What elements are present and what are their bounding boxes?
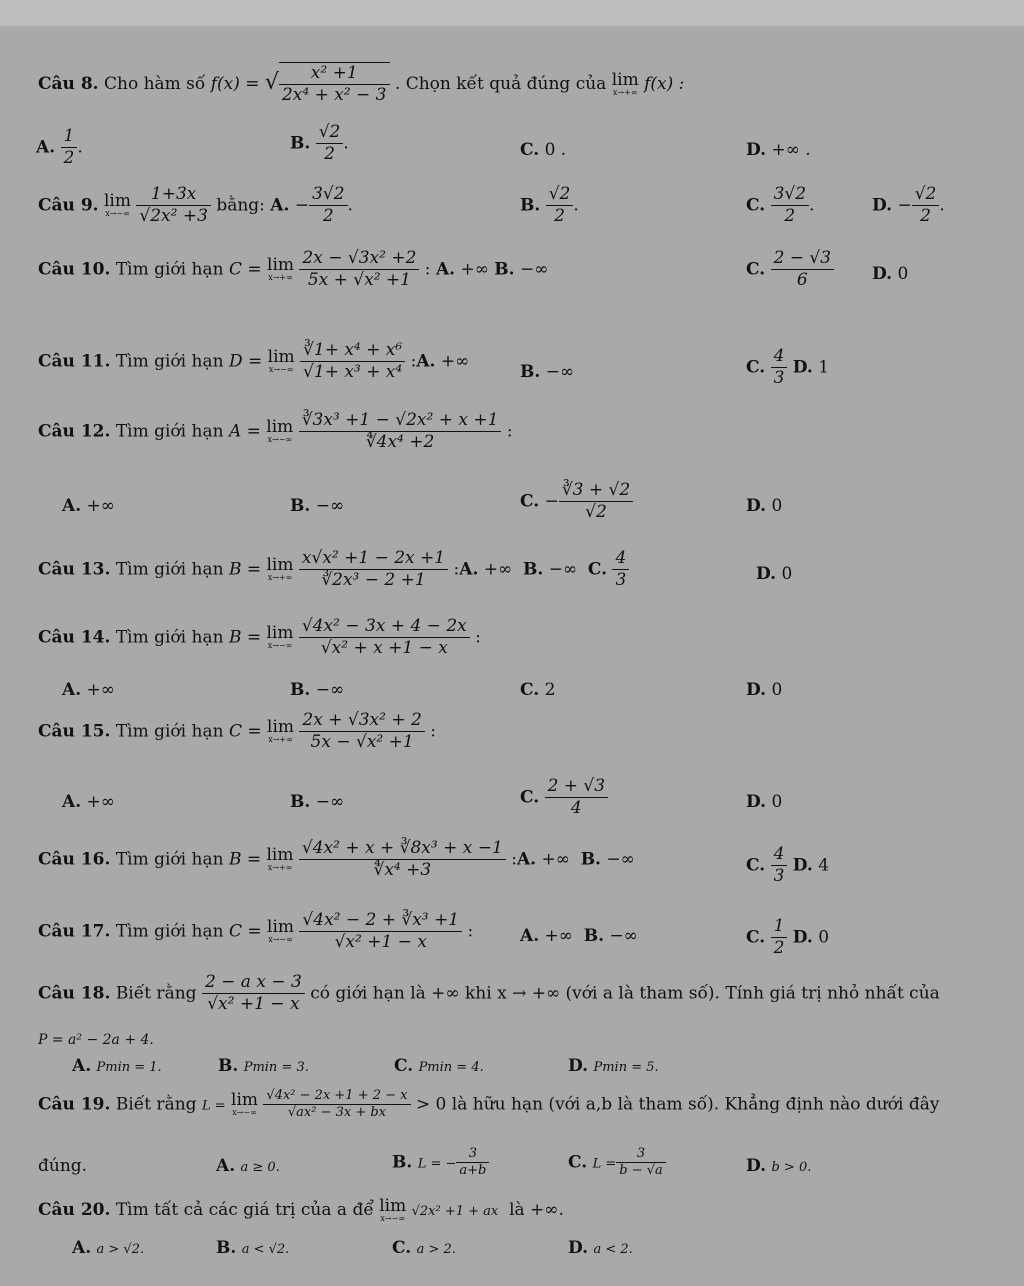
question-14: Câu 14. Tìm giới hạn B = lim x→−∞ $\frac{\text{√4x² − 3x + 4 − 2x}}{\text{√x² + x +1 − x}}$ : (38, 616, 481, 659)
q19-text3: đúng. (38, 1156, 88, 1176)
q18-option-c: C. Pmin = 4. (394, 1056, 484, 1076)
q12-option-c: C. − $\frac{∛3 + √2}{√2}$ (520, 480, 633, 524)
q18-option-a: A. Pmin = 1. (72, 1056, 162, 1076)
q18-p: P = a² − 2a + 4. (38, 1032, 154, 1048)
q10-option-c: C. $\frac{2 - √3}{6}$ (746, 248, 834, 292)
q14-option-d: D. 0 (746, 680, 783, 700)
question-13: Câu 13. Tìm giới hạn B = lim x→+∞ $\frac{\text{x√x² +1 − 2x +1}}{\text{∛2x³ − 2 +1}}$ :A. +∞ B. −∞ C. $\frac{4}{3}$ (38, 548, 629, 592)
q20-option-a: A. a > √2. (72, 1238, 145, 1258)
q8-label: Câu 8. (38, 73, 99, 94)
q8-option-a: A. $\frac{1}{2}$ . (36, 126, 83, 169)
q18-option-b: B. Pmin = 3. (218, 1056, 309, 1076)
q8-option-c: C. 0 . (520, 140, 567, 160)
question-11: Câu 11. Tìm giới hạn D = lim x→−∞ $\frac{\text{∛1+ x⁴ + x⁶}}{\text{√1+ x³ + x⁴}}$ :A. +∞ (38, 340, 470, 383)
q19-option-b: B. L = − $\frac{3}{a+b}$ (392, 1146, 489, 1180)
q8-option-b: B. $\frac{√2}{2}$ . (290, 122, 349, 165)
q14-option-c: C. 2 (520, 680, 556, 700)
q9-option-d: D. − $\frac{√2}{2}$ . (872, 184, 945, 227)
q8-text: Cho hàm số (103, 73, 206, 94)
question-12: Câu 12. Tìm giới hạn A = lim x→−∞ $\frac{\text{∛3x³ +1 − √2x² + x +1}}{\text{∜4x⁴ +2}}$ : (38, 410, 513, 453)
q8-tail: . Chọn kết quả đúng của (394, 73, 607, 94)
q12-option-b: B. −∞ (290, 496, 345, 516)
question-19: Câu 19. Biết rằng L = lim x→−∞ $\frac{\text{√4x² − 2x +1 + 2 − x}}{\text{√ax² − 3x + bx}}$ > 0 là hữu hạn (với a,b là tham số). Khẳng định nào dưới đây (38, 1088, 940, 1121)
q10-option-d: D. 0 (872, 264, 909, 284)
q20-option-d: D. a < 2. (568, 1238, 633, 1258)
q15-option-a: A. +∞ (62, 792, 115, 812)
question-17: Câu 17. Tìm giới hạn C = lim x→−∞ $\frac{\text{√4x² − 2 + ∛x³ +1}}{\text{√x² +1 − x}}$ : (38, 910, 474, 953)
q12-option-a: A. +∞ (62, 496, 115, 516)
question-10: Câu 10. Tìm giới hạn C = lim x→+∞ $\frac{\text{2x − √3x² +2}}{\text{5x + √x² +1}}$ : A. +∞ B. −∞ (38, 248, 549, 291)
q8-lhs: f(x) = (210, 73, 260, 94)
q11-option-b: B. −∞ (520, 362, 575, 382)
question-8: Câu 8. Cho hàm số f(x) = √ $\frac{\text{x² +1}}{\text{2x⁴ + x² − 3}}$ . Chọn kết quả đúng của lim x→+∞ f(x) : (38, 63, 685, 106)
q8-fraction: $\frac{\text{x² +1}}{\text{2x⁴ + x² − 3}}$ (279, 62, 390, 107)
q15-option-d: D. 0 (746, 792, 783, 812)
q14-option-b: B. −∞ (290, 680, 345, 700)
q19-option-d: D. b > 0. (746, 1156, 812, 1176)
question-15: Câu 15. Tìm giới hạn C = lim x→+∞ $\frac{\text{2x + √3x² + 2}}{\text{5x − √x² +1}}$ : (38, 710, 436, 753)
q18-option-d: D. Pmin = 5. (568, 1056, 659, 1076)
q15-option-b: B. −∞ (290, 792, 345, 812)
q16-option-c: C. $\frac{4}{3}$ D. 4 (746, 844, 830, 887)
q12-option-d: D. 0 (746, 496, 783, 516)
q17-option-c: C. $\frac{1}{2}$ D. 0 (746, 916, 830, 959)
q15-option-c: C. $\frac{2 + √3}{4}$ (520, 776, 608, 820)
q9-option-c: C. $\frac{3√2}{2}$ . (746, 184, 815, 227)
q14-option-a: A. +∞ (62, 680, 115, 700)
question-18: Câu 18. Biết rằng $\frac{\text{2 − a x − 3}}{\text{√x² +1 − x}}$ có giới hạn là +∞ khi x → +∞ (với a là tham số). Tính giá trị nhỏ nhất của (38, 972, 940, 1015)
q19-option-c: C. L = $\frac{3}{b - √a}$ (568, 1146, 666, 1180)
question-16: Câu 16. Tìm giới hạn B = lim x→+∞ $\frac{\text{√4x² + x + ∛8x³ + x −1}}{\text{∜x⁴ +3}}$ :A. +∞ B. −∞ (38, 838, 635, 881)
q9-option-b: B. $\frac{√2}{2}$ . (520, 184, 579, 227)
q17-options-ab: A. +∞ B. −∞ (520, 926, 638, 946)
q20-option-b: B. a < √2. (216, 1238, 290, 1258)
q19-option-a: A. a ≥ 0. (216, 1156, 280, 1176)
question-9: Câu 9. lim x→−∞ $\frac{1+3x}{\text{√2x² +3}}$ bằng: A. − $\frac{3√2}{2}$ . (38, 184, 353, 227)
q8-option-d: D. +∞ . (746, 140, 811, 160)
q20-option-c: C. a > 2. (392, 1238, 456, 1258)
q11-option-c: C. $\frac{4}{3}$ D. 1 (746, 346, 830, 389)
q13-option-d: D. 0 (756, 564, 793, 584)
question-20: Câu 20. Tìm tất cả các giá trị của a để lim x→−∞ √2x² +1 + ax là +∞. (38, 1196, 564, 1223)
